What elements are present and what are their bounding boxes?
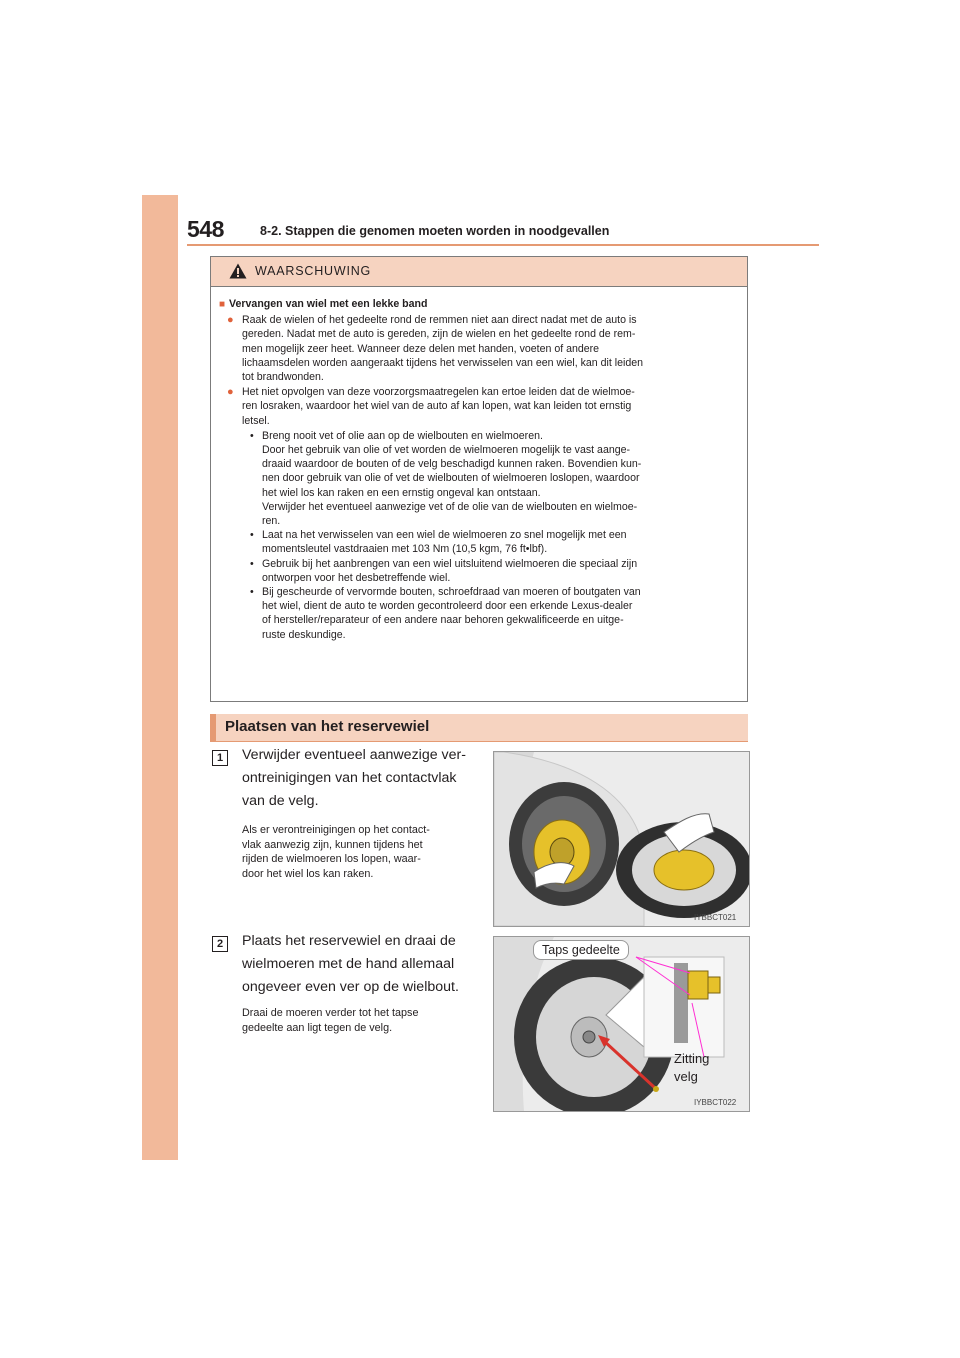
circle-bullet-icon: ● <box>227 386 234 399</box>
step-2-note: Draai de moeren verder tot het tapse gedeelte aan ligt tegen de velg. <box>242 1007 419 1034</box>
subsection-header <box>210 714 748 741</box>
figure-mount-spare-wheel <box>493 936 750 1112</box>
warning-paragraph: ● Raak de wielen of het gedeelte rond de remmen niet aan direct nadat met de auto is gereden. Nadat met de auto is gereden, zijn de wielen en het gedeelte rond de rem- men mogelijk zeer heet. Wanneer deze delen met handen, voeten of andere lichaamsdelen worden aangeraakt tijdens het verwisselen van een wiel, kan dit leiden tot brandwonden. <box>227 314 644 384</box>
warning-heading: ■ Vervangen van wiel met een lekke band <box>219 298 428 310</box>
warning-box <box>210 256 748 702</box>
figure-clean-contact-surface <box>493 751 750 927</box>
subsection-accent-bar <box>210 714 216 741</box>
section-title: 8-2. Stappen die genomen moeten worden in noodgevallen <box>260 224 610 238</box>
circle-bullet-icon: ● <box>227 314 234 327</box>
callout-taps-gedeelte: Taps gedeelte <box>533 940 629 960</box>
page-number: 548 <box>187 216 224 242</box>
figure-code: IYBBCT021 <box>694 913 737 922</box>
subsection-divider <box>210 741 748 742</box>
step-number-2: 2 <box>212 936 228 952</box>
spare-wheel-illustration <box>494 937 749 1111</box>
warning-bullet: • Bij gescheurde of vervormde bouten, schroefdraad van moeren of boutgaten van het wiel, dient de auto te worden gecontroleerd door een erkende Lexus-dealer of hersteller/reparateur of een andere naar behoren gekwalificeerde en uitge- ruste deskundige. <box>250 586 641 641</box>
page-header <box>187 216 819 246</box>
step-1-instruction: Verwijder eventueel aanwezige ver- ontreinigingen van het contactvlak van de velg. <box>242 747 466 809</box>
warning-body <box>211 287 747 642</box>
warning-bullet: • Laat na het verwisselen van een wiel de wielmoeren zo snel mogelijk met een momentsleutel vastdraaien met 103 Nm (10,5 kgm, 76 ft•lbf). <box>250 529 627 556</box>
warning-bullet: • Gebruik bij het aanbrengen van een wiel uitsluitend wielmoeren die speciaal zijn ontworpen voor het desbetreffende wiel. <box>250 557 638 584</box>
wheel-hub-illustration <box>494 752 749 926</box>
square-bullet-icon: ■ <box>219 299 226 310</box>
callout-zitting-velg: Zitting velg <box>674 1051 710 1084</box>
warning-triangle-icon <box>229 263 247 279</box>
step-1-note: Als er verontreinigingen op het contact- vlak aanwezig zijn, kunnen tijdens het rijden de wielmoeren los lopen, waar- door het wiel los kan raken. <box>242 824 430 880</box>
figure-code: IYBBCT022 <box>694 1098 737 1107</box>
warning-label: WAARSCHUWING <box>255 264 372 278</box>
warning-paragraph: ● Het niet opvolgen van deze voorzorgsmaatregelen kan ertoe leiden dat de wielmoe- ren losraken, waardoor het wiel van de auto af kan lopen, wat kan leiden tot ernstig letsel. <box>227 386 635 427</box>
subsection-title: Plaatsen van het reservewiel <box>225 718 430 735</box>
step-number-1: 1 <box>212 750 228 766</box>
step-2-instruction: Plaats het reservewiel en draai de wielmoeren met de hand allemaal ongeveer even ver op de wielbout. <box>242 933 459 995</box>
side-tab <box>142 195 178 1160</box>
warning-header <box>211 257 747 287</box>
warning-bullet: • Breng nooit vet of olie aan op de wielbouten en wielmoeren. Door het gebruik van olie of vet worden de wielmoeren mogelijk te vast aange- draaid waardoor de bouten of de velg beschadigd kunnen raken. Bovendien kun- nen door gebruik van olie of vet de wielbouten of wielmoeren loslopen, waardoor het wiel los kan raken en een ernstig ongeval kan ontstaan. Verwijder het eventueel aanwezige vet of de olie van de wielbouten en wielmoe- ren. <box>250 429 642 528</box>
header-divider <box>187 244 819 246</box>
